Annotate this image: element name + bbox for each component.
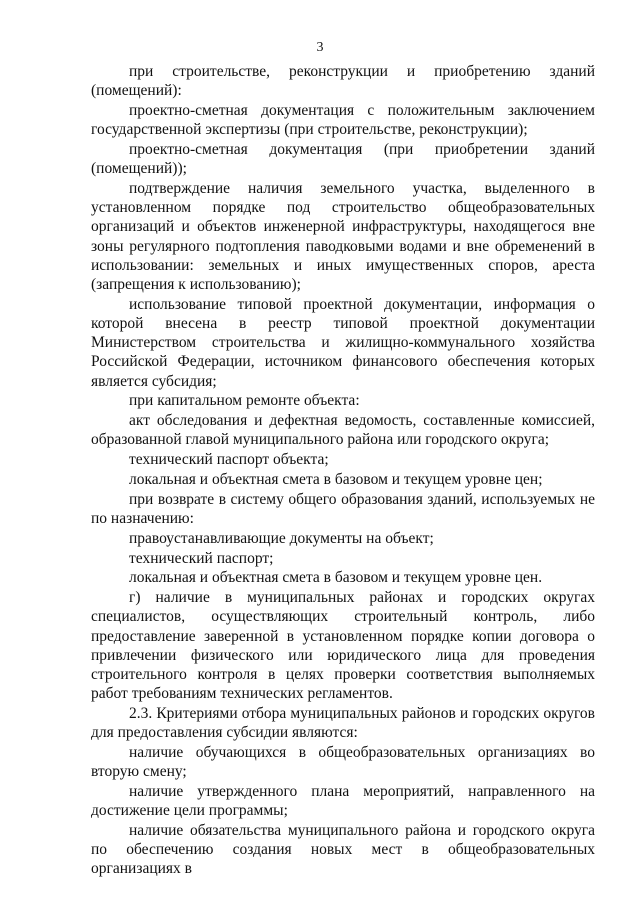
paragraph: подтверждение наличия земельного участка, выделенного в установленном порядке под строительство общеобразовательных организаций и объектов инженерной инфраструктуры, находящегося вне зоны регулярного подтопления паводковыми водами и вне обременений в использовании: земельных и иных имущественных споров, ареста (запрещения к использованию);: [91, 180, 595, 294]
paragraph: при возврате в систему общего образования зданий, используемых не по назначению:: [91, 490, 595, 528]
paragraph: акт обследования и дефектная ведомость, составленные комиссией, образованной главой муниципального района или городского округа;: [91, 412, 595, 449]
paragraph: технический паспорт объекта;: [129, 451, 329, 469]
paragraph: наличие обучающихся в общеобразовательных организациях во вторую смену;: [91, 744, 595, 781]
paragraph: правоустанавливающие документы на объект;: [129, 529, 434, 547]
paragraph: при капитальном ремонте объекта:: [129, 392, 360, 410]
page-number: 3: [316, 40, 324, 55]
paragraph: при строительстве, реконструкции и приобретению зданий (помещений):: [91, 63, 595, 100]
paragraph: локальная и объектная смета в базовом и текущем уровне цен.: [129, 569, 543, 587]
paragraph: проектно-сметная документация (при приобретении зданий (помещений));: [91, 141, 595, 178]
paragraph: локальная и объектная смета в базовом и текущем уровне цен;: [129, 471, 543, 489]
paragraph: технический паспорт;: [129, 549, 274, 567]
paragraph: проектно-сметная документация с положительным заключением государственной экспертизы (при строительстве, реконструкции);: [91, 102, 595, 139]
paragraph: 2.3. Критериями отбора муниципальных районов и городских округов для предоставления субсидии являются:: [91, 705, 595, 742]
paragraph: наличие обязательства муниципального района и городского округа по обеспечению создания новых мест в общеобразовательных организациях в: [91, 822, 595, 878]
paragraph: наличие утвержденного плана мероприятий, направленного на достижение цели программы;: [91, 783, 595, 820]
paragraph: использование типовой проектной документации, информация о которой внесена в реестр типовой проектной документации Министерством строительства и жилищно-коммунального хозяйства Российской Федерации, источником финансового обеспечения которых является субсидия;: [91, 295, 595, 390]
paragraph: г) наличие в муниципальных районах и городских округах специалистов, осуществляющих строительный контроль, либо предоставление заверенной в установленном порядке копии договора о привлечении физического или юридического лица для проведения строительного контроля в целях проверки соответствия выполняемых работ требованиям технических регламентов.: [91, 589, 595, 703]
document-body: [91, 62, 595, 879]
